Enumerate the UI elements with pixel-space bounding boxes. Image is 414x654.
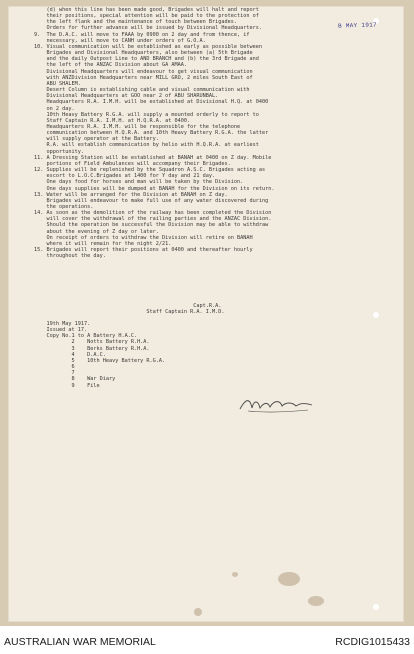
stain-mark [194,608,202,616]
received-date-stamp: B MAY 1917 [337,21,378,30]
handwritten-signature [238,394,320,416]
stain-mark [308,596,324,606]
record-id: RCDIG1015433 [335,636,410,648]
archive-name: AUSTRALIAN WAR MEMORIAL [4,636,156,648]
stain-mark [232,572,238,577]
typed-orders-text: (d) when this line has been made good, Brigades will halt and report their positions, special attention will be paid to the protection of the left flank and the maintenance of touch between Brigades. Orders for further advance will be issued by Divisional Headquarters. 9. The D.A.C. will move to FAAA by 0900 on 2 day and from thence, if necessary, will move to CANH under orders of G.O.A. 10. Visual communication will be established as early as possible between Brigades and Divisional Headquarters, also between (a) 5th Brigade and the daily Outpost Line to AND BRANCH and (b) the 3rd Brigade and the left of the ANZAC Division about GA AMAA. Divisional Headquarters will endeavour to get visual communication with ANZDivision Headquarters near MILL GRO, 2 miles South East of ABU SHALEM. Desert Column is establishing cable and visual communication with Divisional Headquarters at GOO near 2 of ABU SHARUNBAL. Headquarters R.A. I.M.H. will be established at Divisional H.Q. at 0400 on 2 day. 10th Heavy Battery R.G.A. will supply a mounted orderly to report to Staff Captain R.A. I.M.H. at H.Q.R.A. at 0400. Headquarters R.A. I.M.H. will be responsible for the telephone communication between H.Q.R.A. and 10th Heavy Battery R.G.A. the latter will supply operator at the Battery. R.A. will establish communication by helio with H.Q.R.A. at earliest opportunity. 11. A Dressing Station will be established at BANAH at 0400 on Z day. Mobile portions of Field Ambulances will accompany their Brigades. 12. Supplies will be replenished by the Squadron A.S.C. Brigades acting as escort to L.O.C.Brigades at 1400 for Y day and 21 day. One days food for horses and man will be taken by the Division. One days supplies will be dumped at BANAH for the Division on its return. 13. Water will be arranged for the Division at BANAH on Z day. Brigades will endeavour to make full use of any water discovered during the operations. 14. As soon as the demolition of the railway has been completed the Division will cover the withdrawal of the railing parties and the ANZAC Division. Should the operation be successful the Division may be able to withdraw about the evening of Z day or later. On receipt of orders to withdraw the Division will retire on BANAH where it will remain for the night 2/21. 15. Brigades will report their positions at 0400 and thereafter hourly throughout the day. Capt.R.A. Staff Captain R.A. I.M.D. 19th May 1917. Issued at 17. Copy No.1 to A Battery H.A.C. 2 Notts Battery R.H.A. 3 Berks Battery R.H.A. 4 D.A.C. 5 10th Heavy Battery R.G.A. 6 7 8 War Diary 9 File [34,7,275,389]
punch-hole [373,604,379,610]
archive-footer [0,626,414,654]
stain-mark [278,572,300,586]
